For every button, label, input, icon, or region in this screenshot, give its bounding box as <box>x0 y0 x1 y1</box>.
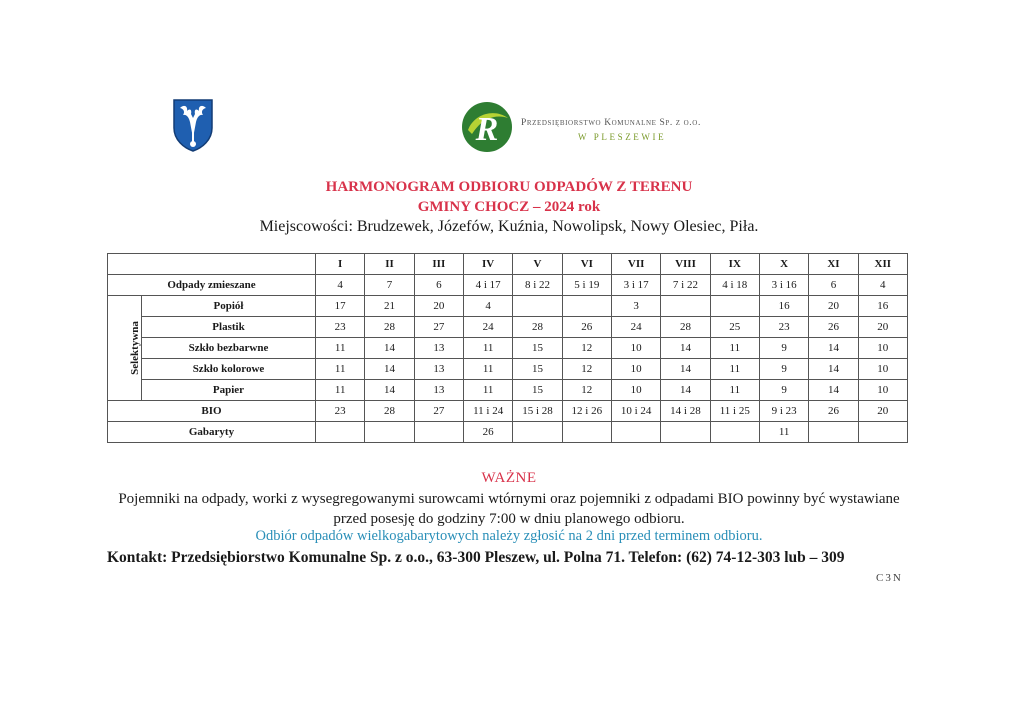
row-label: Szkło bezbarwne <box>142 338 316 359</box>
page-subtitle: GMINY CHOCZ – 2024 rok <box>417 199 601 215</box>
table-cell <box>513 422 562 443</box>
table-cell: 15 <box>513 380 562 401</box>
table-cell: 24 <box>611 317 660 338</box>
month-header: XI <box>809 254 858 275</box>
table-cell: 10 <box>858 359 907 380</box>
table-cell: 14 i 28 <box>661 401 710 422</box>
table-cell: 26 <box>463 422 512 443</box>
table-cell: 4 i 17 <box>463 275 512 296</box>
table-cell: 4 <box>316 275 365 296</box>
table-cell: 5 i 19 <box>562 275 611 296</box>
table-cell: 15 <box>513 359 562 380</box>
table-cell: 11 <box>710 338 759 359</box>
month-header: IX <box>710 254 759 275</box>
month-header: V <box>513 254 562 275</box>
table-cell: 11 <box>759 422 808 443</box>
table-cell: 14 <box>365 380 414 401</box>
table-cell: 11 <box>463 359 512 380</box>
table-cell: 10 <box>858 338 907 359</box>
table-row <box>108 401 908 422</box>
table-cell: 14 <box>809 359 858 380</box>
table-cell: 6 <box>414 275 463 296</box>
table-cell: 28 <box>365 401 414 422</box>
table-cell: 3 i 17 <box>611 275 660 296</box>
table-cell: 20 <box>414 296 463 317</box>
row-label: Plastik <box>142 317 316 338</box>
row-label: Papier <box>142 380 316 401</box>
table-cell: 11 <box>316 359 365 380</box>
table-cell: 13 <box>414 380 463 401</box>
row-label: Szkło kolorowe <box>142 359 316 380</box>
table-cell: 16 <box>858 296 907 317</box>
table-cell: 14 <box>365 338 414 359</box>
table-cell <box>562 296 611 317</box>
table-cell: 25 <box>710 317 759 338</box>
table-cell: 20 <box>809 296 858 317</box>
important-heading: WAŻNE <box>481 470 537 486</box>
table-cell: 10 <box>611 359 660 380</box>
table-row <box>108 422 908 443</box>
table-cell: 10 <box>858 380 907 401</box>
row-label: Gabaryty <box>108 422 316 443</box>
table-cell: 4 <box>858 275 907 296</box>
company-city: W PLESZEWIE <box>578 132 667 142</box>
table-row <box>108 296 908 317</box>
month-header: VIII <box>661 254 710 275</box>
month-header: III <box>414 254 463 275</box>
table-cell <box>611 422 660 443</box>
table-cell: 14 <box>661 359 710 380</box>
table-cell: 8 i 22 <box>513 275 562 296</box>
header-corner <box>108 254 316 275</box>
table-cell: 21 <box>365 296 414 317</box>
month-header: VII <box>611 254 660 275</box>
table-cell: 17 <box>316 296 365 317</box>
table-cell: 23 <box>759 317 808 338</box>
row-label: Odpady zmieszane <box>108 275 316 296</box>
table-cell: 20 <box>858 317 907 338</box>
table-cell: 6 <box>809 275 858 296</box>
table-cell: 26 <box>562 317 611 338</box>
table-row <box>108 380 908 401</box>
company-r-logo-icon <box>460 100 514 154</box>
table-cell: 11 <box>463 338 512 359</box>
localities-text: Miejscowości: Brudzewek, Józefów, Kuźnia, Nowolipsk, Nowy Olesiec, Piła. <box>259 218 759 235</box>
notice-text: Pojemniki na odpady, worki z wysegregowanymi surowcami wtórnymi oraz pojemniki z odpadami BIO powinny być wystawiane przed posesję do godziny 7:00 w dniu planowego odbioru. <box>118 491 900 527</box>
table-cell: 14 <box>661 380 710 401</box>
table-cell: 11 i 24 <box>463 401 512 422</box>
table-cell: 20 <box>858 401 907 422</box>
table-cell <box>414 422 463 443</box>
table-cell <box>710 296 759 317</box>
schedule-table <box>107 253 908 443</box>
table-cell: 14 <box>809 338 858 359</box>
table-cell <box>661 296 710 317</box>
table-header-row <box>108 254 908 275</box>
row-label: BIO <box>108 401 316 422</box>
table-cell: 13 <box>414 359 463 380</box>
table-cell: 23 <box>316 317 365 338</box>
company-name: Przedsiębiorstwo Komunalne Sp. z o.o. <box>521 118 701 128</box>
month-header: I <box>316 254 365 275</box>
table-row <box>108 317 908 338</box>
table-cell: 26 <box>809 317 858 338</box>
table-cell: 3 i 16 <box>759 275 808 296</box>
table-cell: 10 <box>611 338 660 359</box>
table-cell: 9 <box>759 359 808 380</box>
table-cell: 16 <box>759 296 808 317</box>
table-cell: 27 <box>414 401 463 422</box>
table-cell: 9 <box>759 380 808 401</box>
table-cell: 12 i 26 <box>562 401 611 422</box>
table-cell: 10 i 24 <box>611 401 660 422</box>
table-cell: 15 <box>513 338 562 359</box>
table-cell: 7 i 22 <box>661 275 710 296</box>
table-row <box>108 359 908 380</box>
page-title: HARMONOGRAM ODBIORU ODPADÓW Z TERENU <box>325 179 693 195</box>
table-cell: 28 <box>365 317 414 338</box>
table-cell: 4 <box>463 296 512 317</box>
table-cell: 11 i 25 <box>710 401 759 422</box>
table-cell: 11 <box>316 380 365 401</box>
contact-info: Kontakt: Przedsiębiorstwo Komunalne Sp. z o.o., 63-300 Pleszew, ul. Polna 71. Telefon: (62) 74-12-303 lub – 309 <box>107 549 845 566</box>
table-cell <box>365 422 414 443</box>
document-code: C3N <box>876 572 903 584</box>
table-cell: 11 <box>710 359 759 380</box>
table-cell: 12 <box>562 359 611 380</box>
coat-of-arms-icon <box>172 98 214 152</box>
table-cell: 14 <box>809 380 858 401</box>
table-row <box>108 275 908 296</box>
table-cell: 28 <box>513 317 562 338</box>
table-cell <box>513 296 562 317</box>
table-cell <box>316 422 365 443</box>
table-cell: 24 <box>463 317 512 338</box>
table-cell: 28 <box>661 317 710 338</box>
month-header: X <box>759 254 808 275</box>
table-cell: 23 <box>316 401 365 422</box>
table-cell: 4 i 18 <box>710 275 759 296</box>
selective-label-text: Selektywna <box>128 321 141 375</box>
table-cell: 10 <box>611 380 660 401</box>
table-cell: 11 <box>710 380 759 401</box>
table-cell: 26 <box>809 401 858 422</box>
table-cell: 15 i 28 <box>513 401 562 422</box>
bulky-waste-note: Odbiór odpadów wielkogabarytowych należy zgłosić na 2 dni przed terminem odbioru. <box>255 528 763 544</box>
month-header: VI <box>562 254 611 275</box>
table-cell <box>809 422 858 443</box>
row-label: Popiół <box>142 296 316 317</box>
month-header: XII <box>858 254 907 275</box>
table-cell: 3 <box>611 296 660 317</box>
table-cell: 7 <box>365 275 414 296</box>
table-cell: 11 <box>463 380 512 401</box>
table-cell: 14 <box>661 338 710 359</box>
month-header: IV <box>463 254 512 275</box>
table-cell: 13 <box>414 338 463 359</box>
table-cell: 14 <box>365 359 414 380</box>
selective-group-label <box>108 296 142 401</box>
table-cell <box>710 422 759 443</box>
table-cell: 27 <box>414 317 463 338</box>
table-row <box>108 338 908 359</box>
table-cell <box>661 422 710 443</box>
table-cell <box>562 422 611 443</box>
month-header: II <box>365 254 414 275</box>
table-cell: 12 <box>562 380 611 401</box>
svg-text:R: R <box>475 111 499 148</box>
table-cell: 12 <box>562 338 611 359</box>
table-cell: 9 i 23 <box>759 401 808 422</box>
table-cell: 11 <box>316 338 365 359</box>
table-cell <box>858 422 907 443</box>
table-cell: 9 <box>759 338 808 359</box>
